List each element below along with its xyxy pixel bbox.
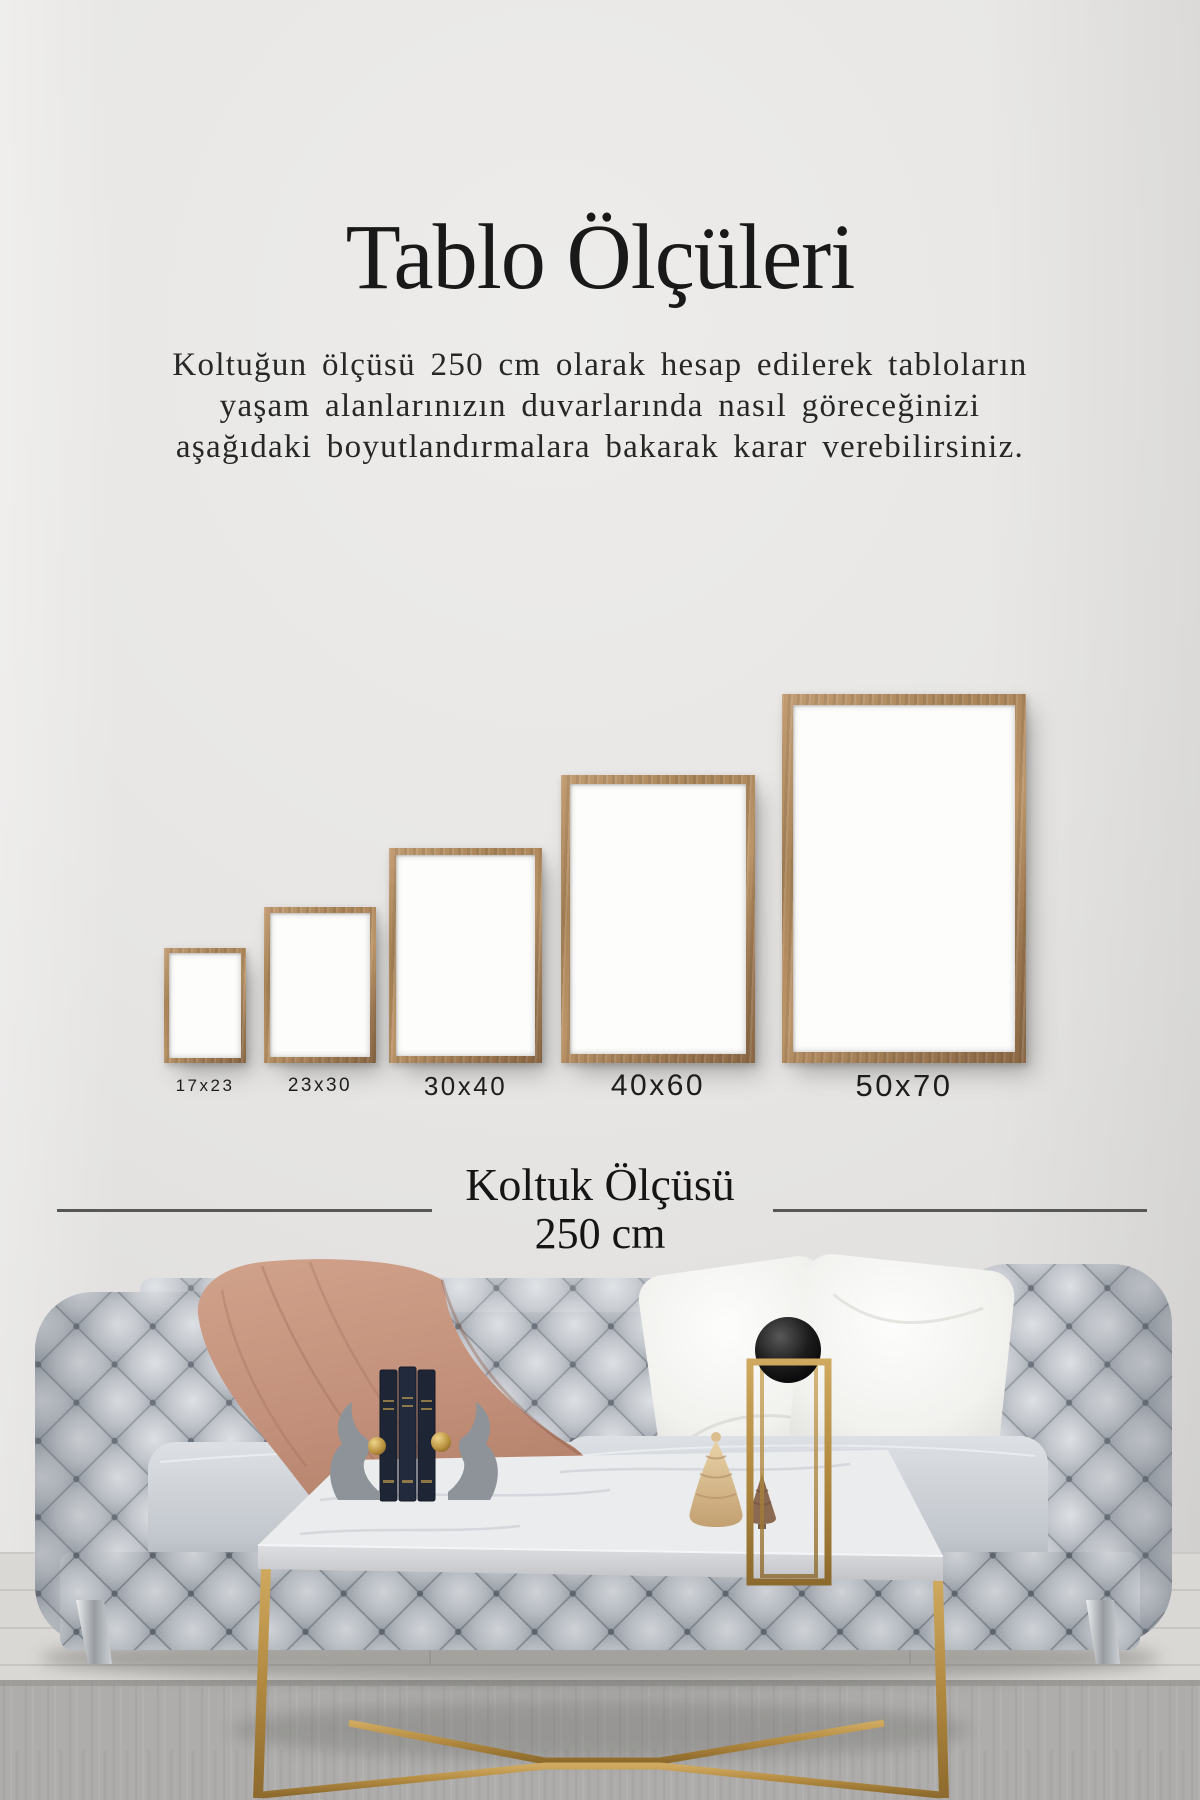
frame-mat: [570, 784, 746, 1054]
measure-line-right: [773, 1209, 1147, 1212]
frame-size-label-17x23: 17x23: [175, 1076, 235, 1095]
bookend-gold-ball-left: [368, 1437, 386, 1455]
picture-frame-17x23: [164, 948, 246, 1063]
frame-mat: [270, 913, 370, 1057]
picture-frame-40x60: [561, 775, 755, 1063]
black-sphere-candle: [755, 1317, 821, 1383]
frame-size-label-30x40: 30x40: [423, 1071, 508, 1101]
sofa-measure-title: Koltuk Ölçüsü: [465, 1159, 735, 1210]
sofa-measure-value: 250 cm: [534, 1209, 666, 1258]
intro-line-2: yaşam alanlarınızın duvarlarında nasıl göreceğinizi: [219, 388, 981, 424]
books: [380, 1367, 435, 1501]
picture-frame-30x40: [389, 848, 542, 1063]
intro-line-1: Koltuğun ölçüsü 250 cm olarak hesap edilerek tabloların: [172, 347, 1028, 383]
bookend-gold-ball-right: [431, 1432, 451, 1452]
living-room-scene: [0, 1250, 1200, 1800]
page-title: Tablo Ölçüleri: [345, 206, 855, 310]
picture-frame-23x30: [264, 907, 376, 1063]
frame-size-label-40x60: 40x60: [610, 1069, 706, 1102]
frame-mat: [793, 705, 1015, 1052]
frame-size-label-23x30: 23x30: [287, 1075, 353, 1096]
measure-line-left: [57, 1209, 432, 1212]
frame-mat: [169, 953, 241, 1058]
picture-frame-50x70: [782, 694, 1026, 1063]
frame-size-label-50x70: 50x70: [855, 1068, 953, 1103]
intro-line-3: aşağıdaki boyutlandırmalara bakarak karar verebilirsiniz.: [175, 429, 1025, 465]
frame-mat: [396, 855, 535, 1056]
